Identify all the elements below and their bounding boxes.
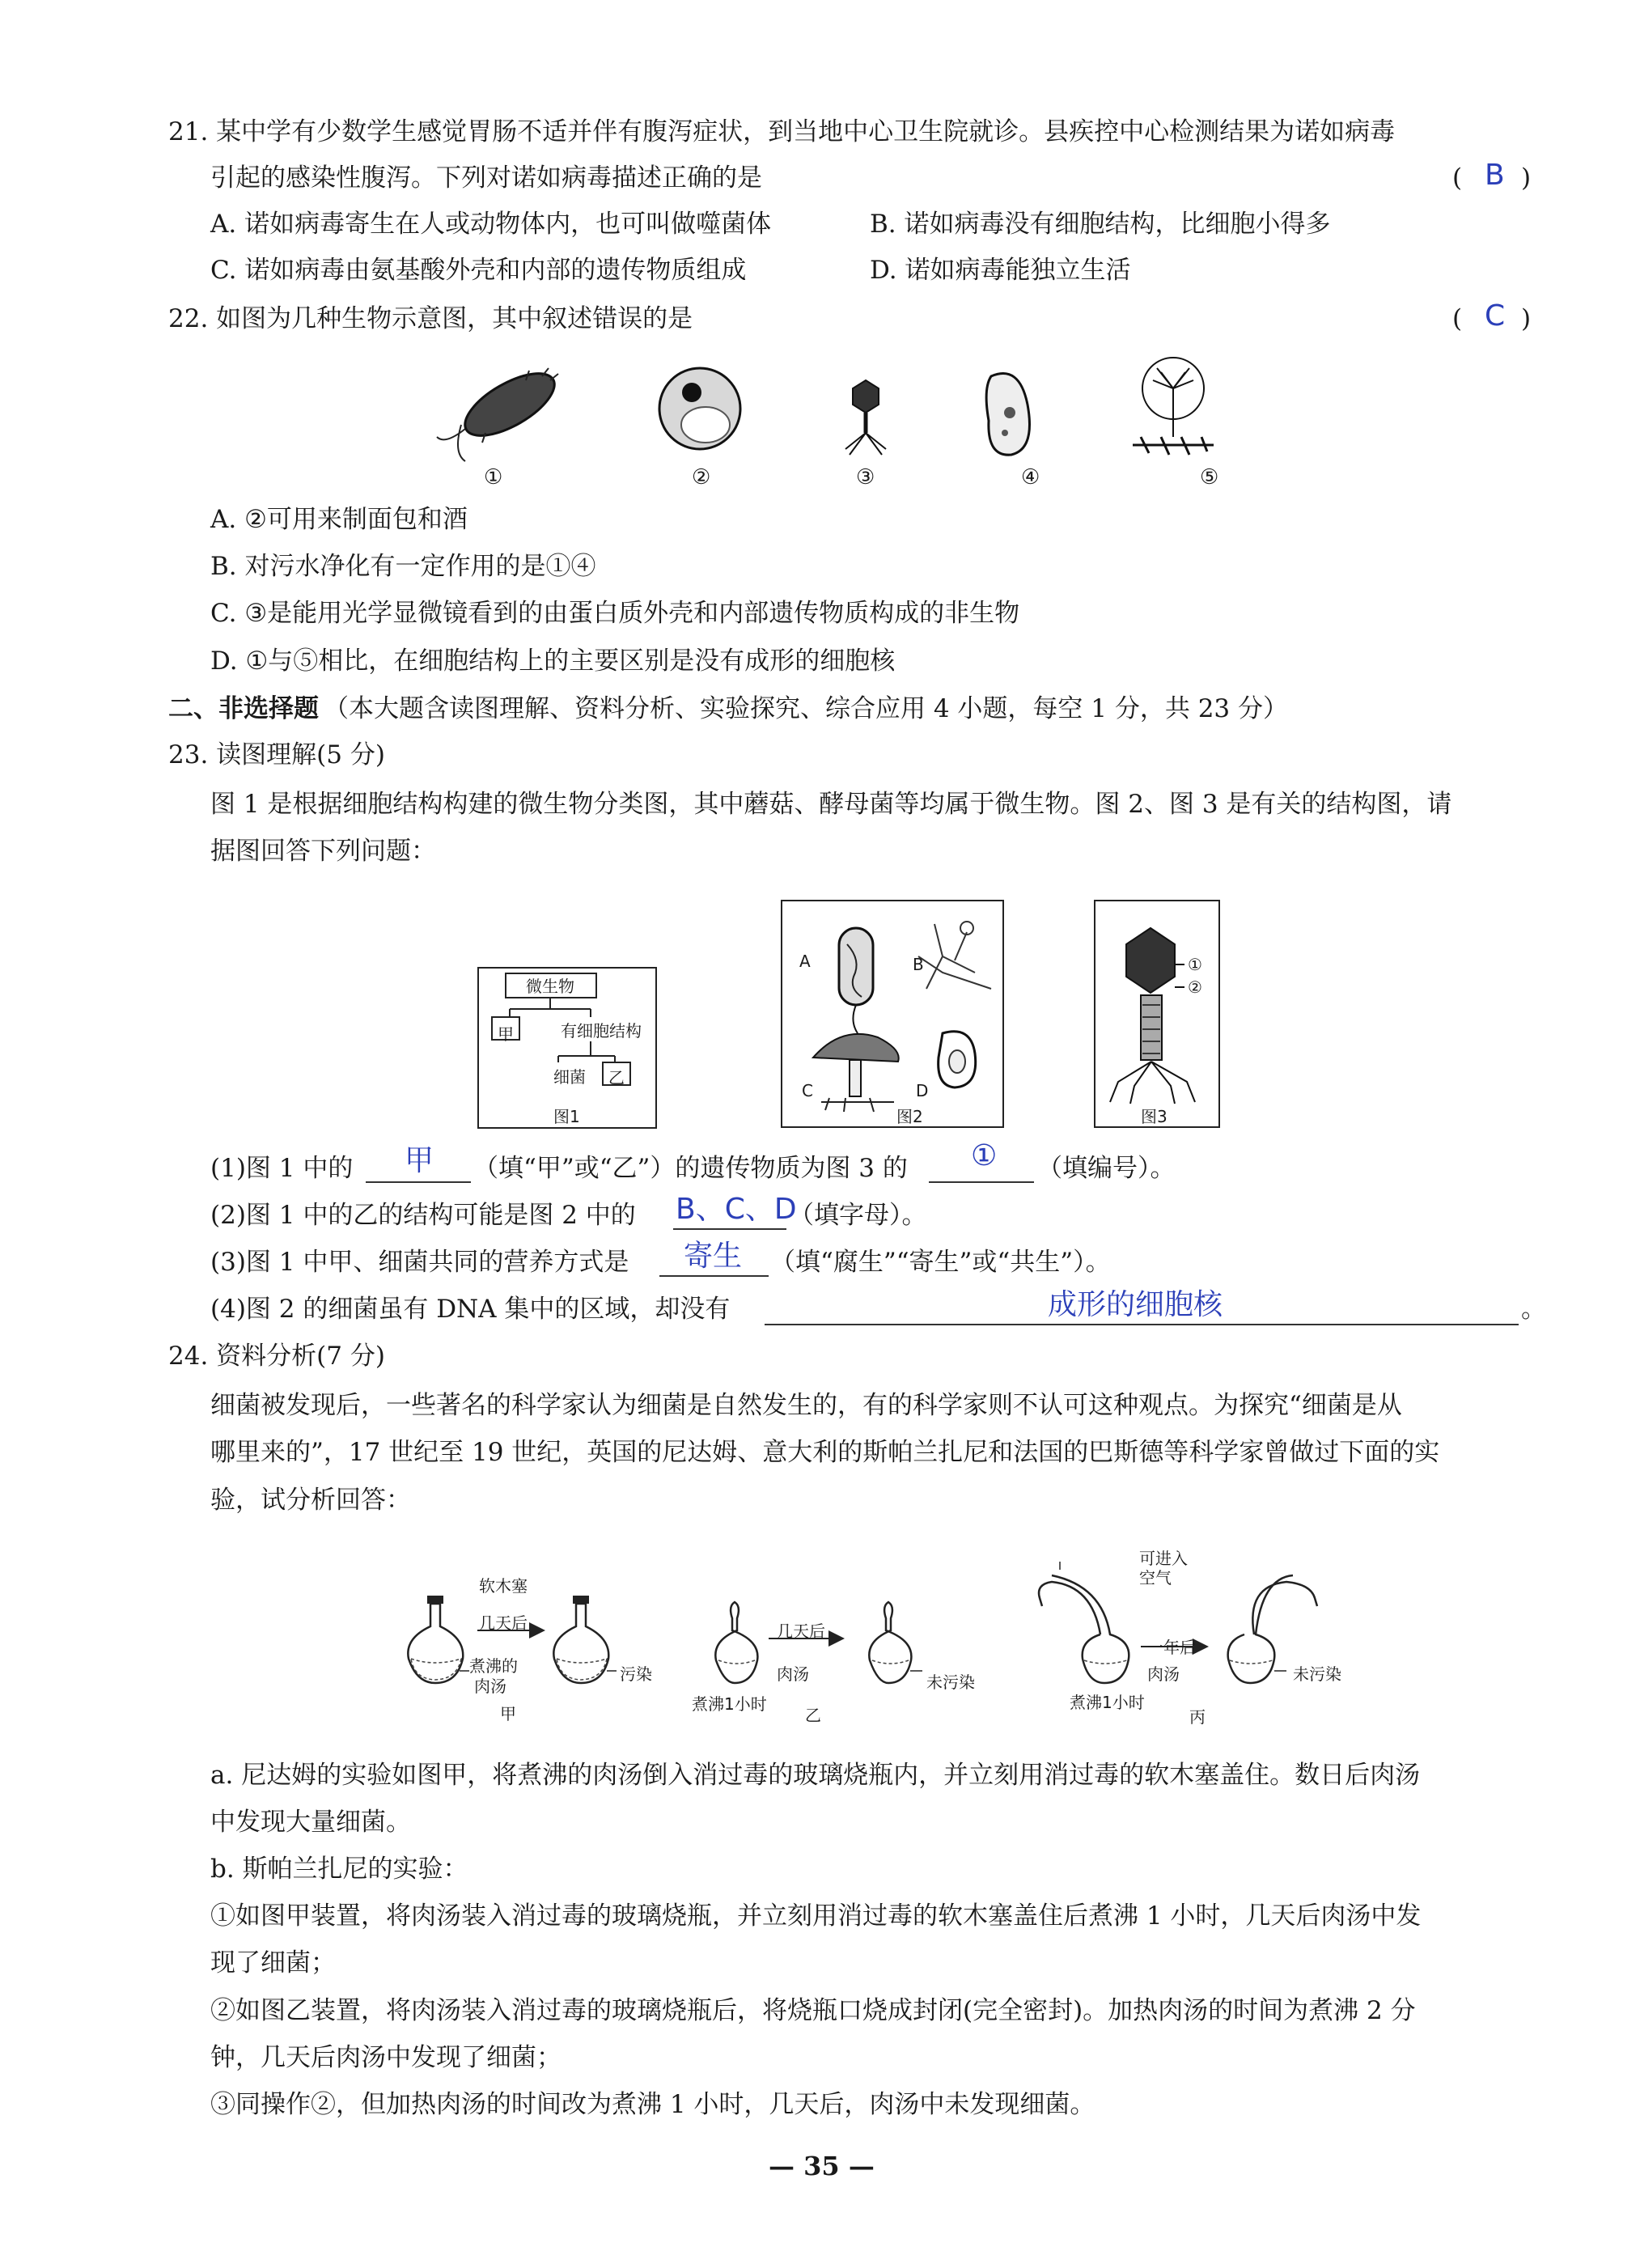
q24-a-line1: a. 尼达姆的实验如图甲，将煮沸的肉汤倒入消过毒的玻璃烧瓶内，并立刻用消过毒的软木塞盖住。数日后肉汤 <box>210 1761 1421 1790</box>
q24-b-title: b. 斯帕兰扎尼的实验： <box>210 1855 468 1884</box>
q22-option-c: C. ③是能用光学显微镜看到的由蛋白质外壳和内部遗传物质构成的非生物 <box>210 599 1020 628</box>
mold-icon <box>1133 358 1214 455</box>
q23-s2-part-b: （填字母）。 <box>789 1201 927 1230</box>
exp-air-label-2: 空气 <box>1139 1568 1172 1588</box>
exp-polluted-label: 污染 <box>620 1664 652 1684</box>
q23-s3-part-b: （填“腐生”“寄生”或“共生”）。 <box>770 1248 1111 1277</box>
q23-title: 23. 读图理解(5 分) <box>168 740 385 769</box>
q21-paren-close: ) <box>1521 163 1532 193</box>
fig2-caption: 图2 <box>896 1107 923 1126</box>
fig2-label-d: D <box>916 1081 929 1100</box>
q21-option-a: A. 诺如病毒寄生在人或动物体内，也可叫做噬菌体 <box>210 210 772 239</box>
q21-option-c: C. 诺如病毒由氨基酸外壳和内部的遗传物质组成 <box>210 256 747 285</box>
q21-paren-open: ( <box>1452 163 1463 193</box>
org-label-5: ⑤ <box>1200 465 1219 490</box>
swan-neck-flask-before <box>1039 1575 1129 1683</box>
q23-s3-answer: 寄生 <box>684 1240 743 1273</box>
exp-cork-label: 软木塞 <box>479 1576 528 1596</box>
exp-boil1h-label: 煮沸1小时 <box>692 1694 767 1714</box>
q22-paren-open: ( <box>1452 304 1463 333</box>
q24-b2-line2: 钟，几天后肉汤中发现了细菌； <box>210 2043 561 2072</box>
exp-unpolluted-label: 未污染 <box>926 1672 975 1692</box>
exp-boil1h-label-2: 煮沸1小时 <box>1070 1693 1145 1712</box>
fig1-jia-label: 甲 <box>498 1024 514 1044</box>
q23-s1-part-a: (1)图 1 中的 <box>210 1154 354 1183</box>
q22-stem: 22. 如图为几种生物示意图，其中叙述错误的是 <box>168 304 693 333</box>
exp-broth-label-2: 肉汤 <box>777 1664 809 1684</box>
q21-option-b: B. 诺如病毒没有细胞结构，比细胞小得多 <box>870 210 1331 239</box>
phage-icon <box>845 380 886 455</box>
q24-para-line2: 哪里来的”，17 世纪至 19 世纪，英国的尼达姆、意大利的斯帕兰扎尼和法国的巴斯德等科学家曾做过下面的实 <box>210 1438 1440 1467</box>
q21-stem-line1: 21. 某中学有少数学生感觉胃肠不适并伴有腹泻症状，到当地中心卫生院就诊。县疾控中心检测结果为诺如病毒 <box>168 117 1396 146</box>
q23-intro-line1: 图 1 是根据细胞结构构建的微生物分类图，其中蘑菇、酵母菌等均属于微生物。图 2、图 3 是有关的结构图，请 <box>210 790 1452 819</box>
q23-s2-blank <box>673 1228 786 1230</box>
q21-option-d: D. 诺如病毒能独立生活 <box>870 256 1131 285</box>
q23-s4-answer: 成形的细胞核 <box>1048 1288 1223 1321</box>
fig2-yeast-icon <box>939 1032 976 1087</box>
q23-intro-line2: 据图回答下列问题： <box>210 837 436 866</box>
q23-s4-part-a: (4)图 2 的细菌虽有 DNA 集中的区域，却没有 <box>210 1295 731 1324</box>
q24-para-line1: 细菌被发现后，一些著名的科学家认为细菌是自然发生的，有的科学家则不认可这种观点。为探究“细菌是从 <box>210 1391 1402 1420</box>
q23-s1-part-c: （填编号）。 <box>1037 1154 1176 1183</box>
org-label-3: ③ <box>856 465 875 490</box>
q24-title: 24. 资料分析(7 分) <box>168 1342 385 1371</box>
q23-s1-blank-2 <box>929 1181 1034 1183</box>
q22-option-d: D. ①与⑤相比，在细胞结构上的主要区别是没有成形的细胞核 <box>210 646 896 676</box>
q21-stem-line2: 引起的感染性腹泻。下列对诺如病毒描述正确的是 <box>210 163 762 193</box>
q23-s2-answer: B、C、D <box>676 1193 797 1226</box>
q23-s4-part-b: 。 <box>1521 1295 1546 1324</box>
fig1-microbe-label: 微生物 <box>526 977 574 996</box>
exp-bing-caption: 丙 <box>1189 1707 1206 1727</box>
flask-yi-before <box>715 1602 757 1683</box>
q22-option-a: A. ②可用来制面包和酒 <box>210 505 468 534</box>
fig1-cell-structure-label: 有细胞结构 <box>561 1021 642 1041</box>
page-number: — 35 — <box>769 2151 875 2181</box>
q22-paren-close: ) <box>1521 304 1532 333</box>
bacterium-icon <box>437 361 564 461</box>
exp-days-label-1: 几天后 <box>479 1613 528 1633</box>
q23-s2-part-a: (2)图 1 中的乙的结构可能是图 2 中的 <box>210 1201 636 1230</box>
q23-s4-blank <box>765 1324 1519 1325</box>
q24-para-line3: 验，试分析回答： <box>210 1486 411 1515</box>
exp-unpolluted-label-2: 未污染 <box>1293 1664 1341 1684</box>
q21-answer: B <box>1485 159 1505 192</box>
q23-s1-answer-1: 甲 <box>405 1144 434 1177</box>
q22-option-b: B. 对污水净化有一定作用的是①④ <box>210 552 596 581</box>
fig1-yi-label: 乙 <box>608 1068 625 1087</box>
fig3-label-2: ② <box>1188 977 1202 997</box>
exp-year-label: 一年后 <box>1147 1638 1196 1657</box>
exp-days-label-2: 几天后 <box>777 1622 825 1641</box>
q23-s1-part-b: （填“甲”或“乙”）的遗传物质为图 3 的 <box>473 1154 908 1183</box>
fig2-label-a: A <box>799 952 811 971</box>
fig1-bacteria-label: 细菌 <box>553 1067 586 1087</box>
fig2-label-b: B <box>913 955 924 974</box>
exp-yi-caption: 乙 <box>805 1706 821 1725</box>
section2-title: 二、非选择题 <box>168 694 319 723</box>
paramecium-icon <box>986 374 1029 456</box>
fig3-label-1: ① <box>1188 955 1202 974</box>
yeast-icon <box>659 368 740 449</box>
q24-b3: ③同操作②，但加热肉汤的时间改为煮沸 1 小时，几天后，肉汤中未发现细菌。 <box>210 2090 1095 2119</box>
exp-broth-label: 肉汤 <box>474 1677 506 1696</box>
fig1-caption: 图1 <box>553 1107 580 1126</box>
org-label-2: ② <box>692 465 711 490</box>
section2-desc: （本大题含读图理解、资料分析、实验探究、综合应用 4 小题，每空 1 分，共 23 分） <box>324 694 1289 723</box>
org-label-4: ④ <box>1021 465 1040 490</box>
exp-jia-caption: 甲 <box>500 1704 516 1723</box>
fig3-phage-diagram <box>1094 900 1220 1128</box>
organisms-figure <box>429 356 1278 494</box>
q23-s3-part-a: (3)图 1 中甲、细菌共同的营养方式是 <box>210 1248 629 1277</box>
q22-answer: C <box>1485 299 1506 333</box>
flask-jia-before <box>408 1596 463 1683</box>
q23-s1-answer-2: ① <box>971 1139 998 1172</box>
q24-b1-line1: ①如图甲装置，将肉汤装入消过毒的玻璃烧瓶，并立刻用消过毒的软木塞盖住后煮沸 1 小时，几天后肉汤中发 <box>210 1901 1422 1931</box>
experiment-figure <box>388 1537 1375 1740</box>
q24-b1-line2: 现了细菌； <box>210 1948 336 1978</box>
org-label-1: ① <box>484 465 503 490</box>
exp-broth-label-3: 肉汤 <box>1147 1664 1180 1684</box>
exp-air-label-1: 可进入 <box>1139 1549 1188 1568</box>
flask-jia-after <box>553 1596 608 1683</box>
flask-yi-after <box>869 1602 911 1683</box>
fig2-label-c: C <box>802 1081 813 1100</box>
q24-b2-line1: ②如图乙装置，将肉汤装入消过毒的玻璃烧瓶后，将烧瓶口烧成封闭(完全密封)。加热肉汤的时间为煮沸 2 分 <box>210 1996 1416 2025</box>
q23-s3-blank <box>659 1275 769 1277</box>
fig2-microbes-diagram <box>781 900 1004 1128</box>
q23-s1-blank-1 <box>366 1181 471 1183</box>
exp-boiled-label: 煮沸的 <box>469 1656 518 1676</box>
q24-a-line2: 中发现大量细菌。 <box>210 1808 411 1837</box>
fig3-caption: 图3 <box>1141 1107 1167 1126</box>
